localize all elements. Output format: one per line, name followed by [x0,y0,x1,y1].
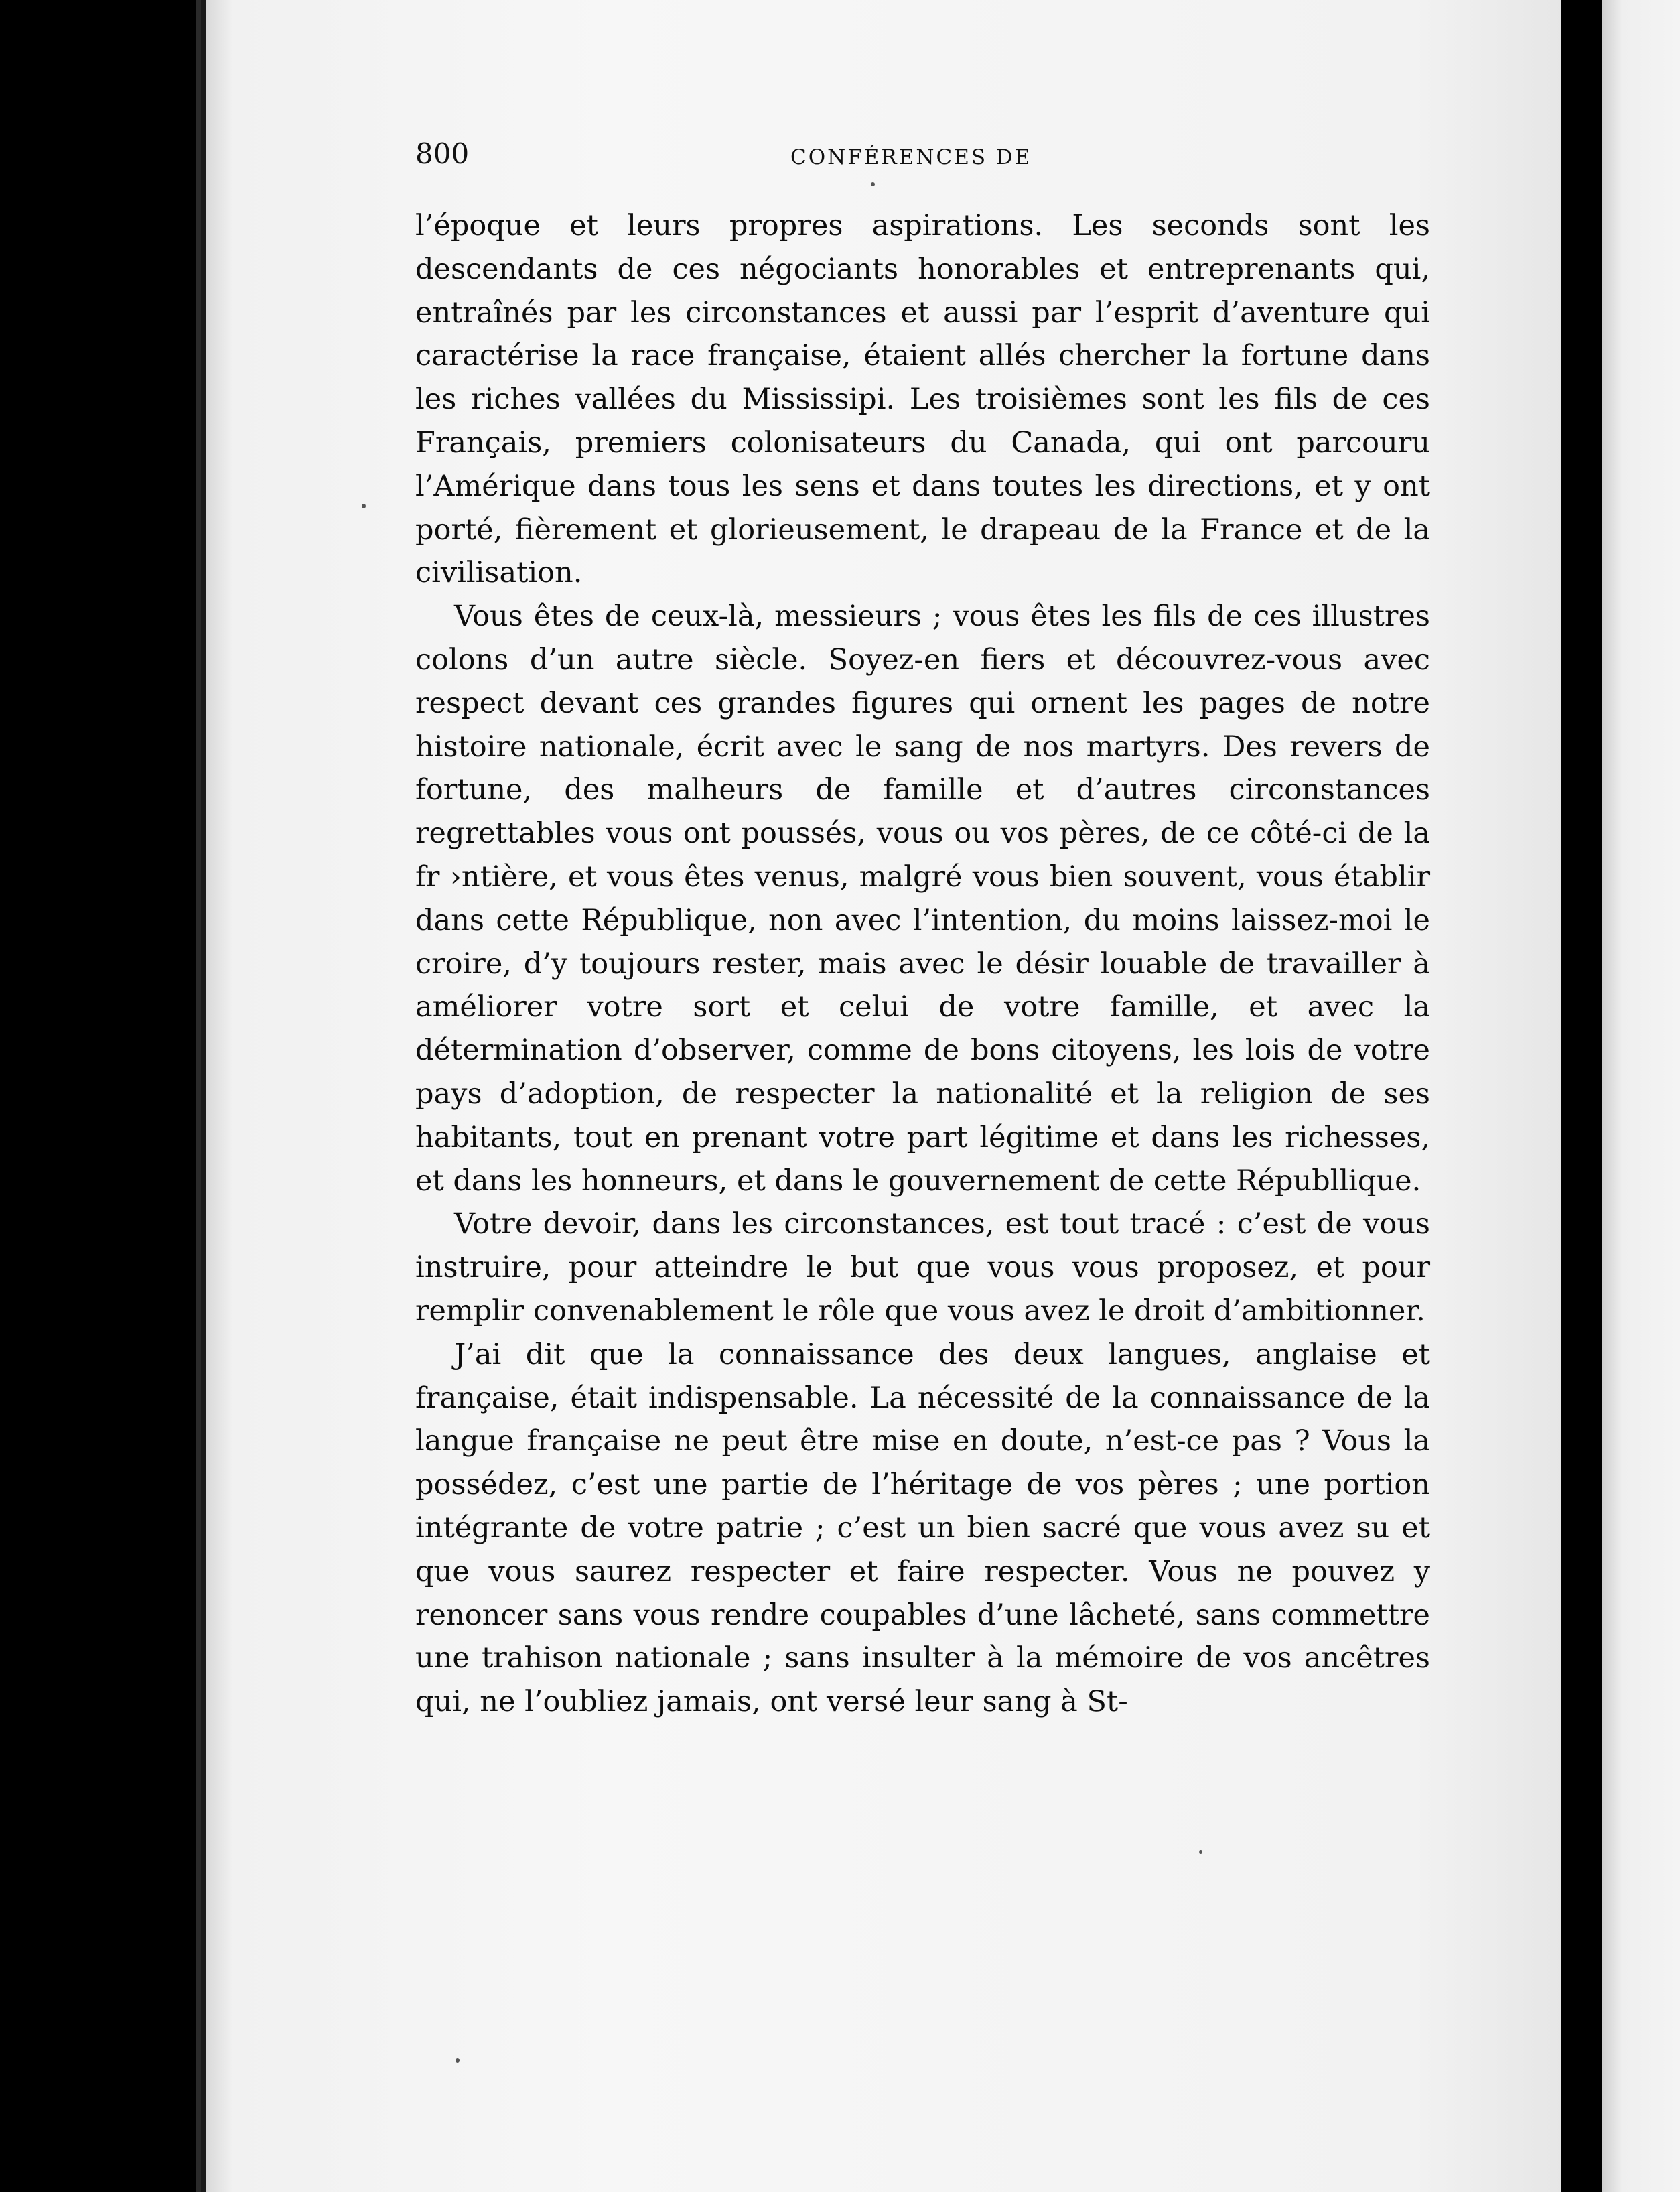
scan-speck [362,504,366,508]
paragraph: J’ai dit que la connaissance des deux langues, anglaise et française, était indispensable. La nécessité de la connaissance de la langue française ne peut être mise en doute, n’est-ce pas ? Vous la possédez, c’est une partie de l’héritage de vos pères ; une portion intégrante de votre patrie ; c’est un bien sacré que vous avez su et que vous saurez respecter et faire respecter. Vous ne pouvez y renoncer sans vous rendre coupables d’une lâcheté, sans commettre une trahison nationale ; sans insulter à la mémoire de vos ancêtres qui, ne l’oubliez jamais, ont versé leur sang à St- [415,1337,1430,1719]
scan-speck [871,182,875,186]
page-number: 800 [415,137,470,170]
running-title: CONFÉRENCES DE [790,145,1032,169]
paragraph: l’époque et leurs propres aspirations. Les seconds sont les descendants de ces négociants honorables et entreprenants qui, entraînés par les circonstances et aussi par l’esprit d’aventure qui caractérise la race française, étaient allés chercher la fortune dans les riches vallées du Mississipi. Les troisièmes sont les fils de ces Français, premiers colonisateurs du Canada, qui ont parcouru l’Amérique dans tous les sens et dans toutes les directions, et y ont porté, fièrement et glorieusement, le drapeau de la France et de la civilisation. [415,209,1430,590]
adjacent-page-edge [1602,0,1680,2192]
scan-speck [456,2058,460,2063]
paragraph: Vous êtes de ceux-là, messieurs ; vous êtes les fils de ces illustres colons d’un autre siècle. Soyez-en fiers et découvrez-vous avec respect devant ces grandes figures qui ornent les pages de notre histoire nationale, écrit avec le sang de nos martyrs. Des revers de fortune, des malheurs de famille et d’autres circonstances regrettables vous ont poussés, vous ou vos pères, de ce côté-ci de la fr ›ntière, et vous êtes venus, malgré vous bien souvent, vous établir dans cette République, non avec l’intention, du moins laissez-moi le croire, d’y toujours rester, mais avec le désir louable de travailler à améliorer votre sort et celui de votre famille, et avec la détermination d’observer, comme de bons citoyens, les lois de votre pays d’adoption, de respecter la nationalité et la religion de ses habitants, tout en prenant votre part légitime et dans les richesses, et dans les honneurs, et dans le gouvernement de cette Républlique. [415,600,1430,1198]
scan-speck [1199,1850,1202,1854]
body-text [415,204,1430,1724]
running-header [415,137,1433,178]
paragraph: Votre devoir, dans les circonstances, est tout tracé : c’est de vous instruire, pour atteindre le but que vous vous proposez, et pour remplir convenablement le rôle que vous avez le droit d’ambitionner. [415,1207,1430,1328]
